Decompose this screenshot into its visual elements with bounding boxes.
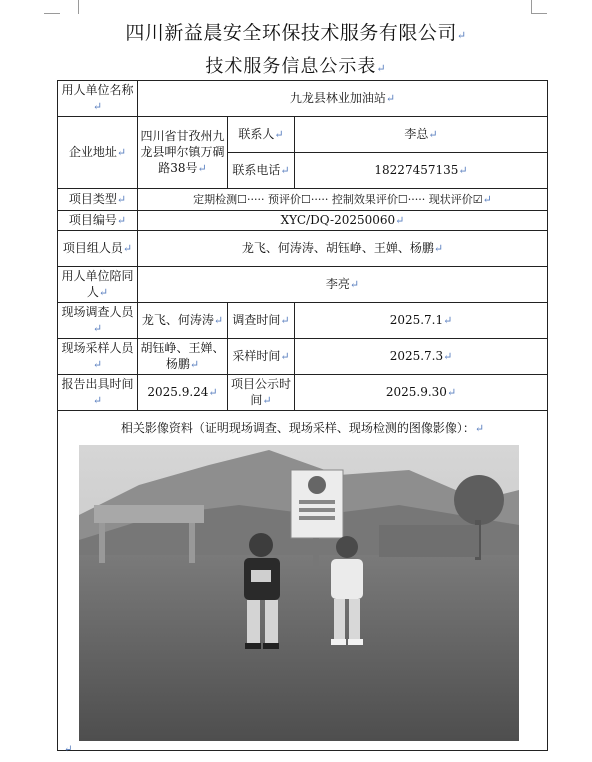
survey-staff-label: 现场调查人员↵ [58, 303, 138, 339]
team-value: 龙飞、何涛涛、胡钰峥、王婵、杨鹏↵ [138, 231, 548, 267]
contact-label: 联系人↵ [228, 117, 295, 153]
phone-value: 18227457135↵ [295, 153, 548, 189]
escort-label: 用人单位陪同人↵ [58, 267, 138, 303]
form-title: 技术服务信息公示表↵ [205, 56, 387, 76]
info-table [57, 80, 548, 751]
checkbox-checked-icon: ☑ [472, 192, 483, 206]
report-time-label: 报告出具时间↵ [58, 375, 138, 411]
type-option-pre-evaluation: 预评价☐ [268, 192, 311, 206]
type-label: 项目类型↵ [58, 189, 138, 211]
survey-time-value: 2025.7.1↵ [295, 303, 548, 339]
phone-label: 联系电话↵ [228, 153, 295, 189]
page-corner-mark [44, 13, 60, 14]
photo-cell [58, 411, 548, 751]
end-paragraph-mark: ↵ [64, 744, 73, 755]
escort-value: 李亮↵ [138, 267, 548, 303]
type-option-periodic: 定期检测☐ [193, 192, 248, 206]
contact-value: 李总↵ [295, 117, 548, 153]
type-options: 定期检测☐····· 预评价☐····· 控制效果评价☐····· 现状评价☑↵ [138, 189, 548, 211]
company-title: 四川新益晨安全环保技术服务有限公司↵ [125, 23, 467, 44]
photo-caption: 相关影像资料（证明现场调查、现场采样、现场检测的图像影像）：↵ [120, 421, 485, 435]
checkbox-icon: ☐ [237, 192, 248, 206]
type-option-control-effect: 控制效果评价☐ [331, 192, 408, 206]
survey-staff-value: 龙飞、何涛涛↵ [138, 303, 228, 339]
sampling-staff-value: 胡钰峥、王婵、杨鹏↵ [138, 339, 228, 375]
page-corner-mark [531, 13, 547, 14]
site-photo-image [79, 445, 519, 741]
publish-time-label: 项目公示时间↵ [228, 375, 295, 411]
sampling-time-label: 采样时间↵ [228, 339, 295, 375]
survey-time-label: 调查时间↵ [228, 303, 295, 339]
page-corner-mark [531, 0, 550, 14]
page-corner-mark [60, 0, 79, 14]
address-label: 企业地址↵ [58, 117, 138, 189]
team-label: 项目组人员↵ [58, 231, 138, 267]
publish-time-value: 2025.9.30↵ [295, 375, 548, 411]
client-label: 用人单位名称↵ [58, 81, 138, 117]
sampling-time-value: 2025.7.3↵ [295, 339, 548, 375]
client-value: 九龙县林业加油站↵ [138, 81, 548, 117]
sampling-staff-label: 现场采样人员↵ [58, 339, 138, 375]
checkbox-icon: ☐ [301, 192, 311, 206]
checkbox-icon: ☐ [397, 192, 408, 206]
site-photo [79, 445, 519, 741]
number-value: XYC/DQ-20250060↵ [138, 211, 548, 231]
number-label: 项目编号↵ [58, 211, 138, 231]
address-value: 四川省甘孜州九龙县呷尔镇万碉路38号↵ [138, 117, 228, 189]
type-option-status: 现状评价☑ [428, 192, 483, 206]
report-time-value: 2025.9.24↵ [138, 375, 228, 411]
